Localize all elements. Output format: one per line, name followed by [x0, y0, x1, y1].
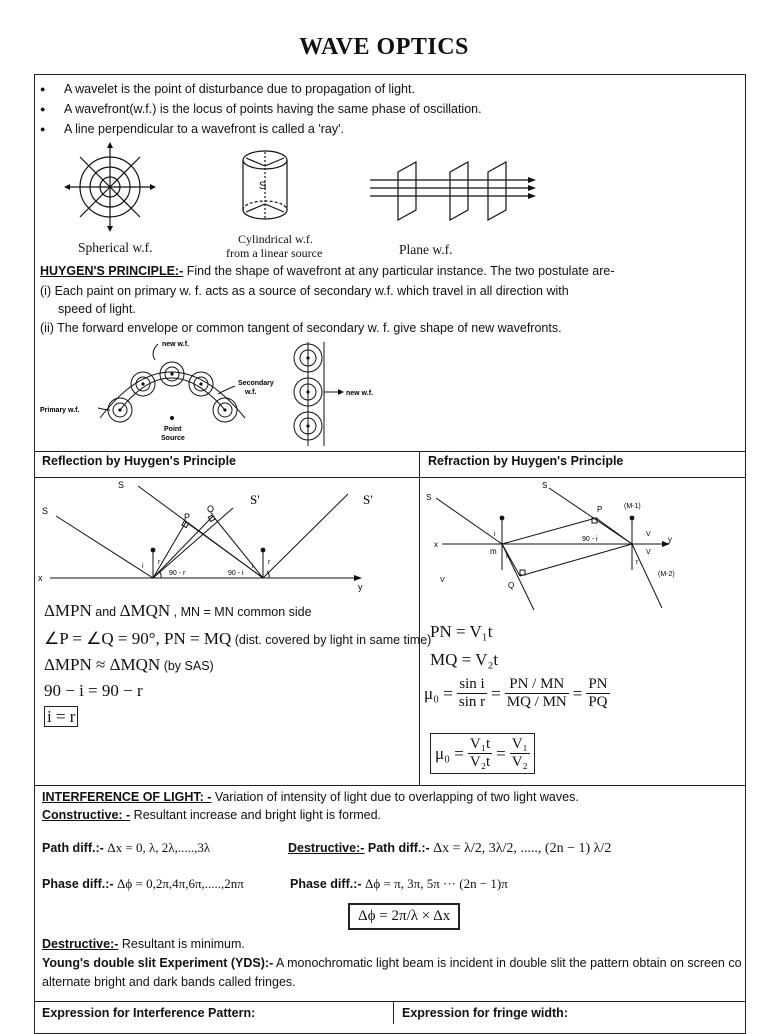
angle-r-label: r [636, 559, 639, 566]
denominator: V₂t [469, 754, 491, 770]
divider [34, 1001, 746, 1002]
cylindrical-label-1: Cylindrical w.f. [238, 232, 313, 246]
divider [34, 477, 746, 478]
huygens-intro-text: Find the shape of wavefront at any particular instance. The two postulate are- [183, 264, 615, 278]
mu-symbol: μ₀ = [424, 683, 453, 703]
huygens-heading: HUYGEN'S PRINCIPLE:- [40, 264, 184, 278]
constructive-heading: Constructive: - [42, 808, 131, 822]
primary-label: Primary w.f. [40, 407, 80, 414]
page-title: WAVE OPTICS [299, 34, 469, 60]
reflection-line-1 [44, 601, 312, 621]
destructive-result-line [42, 936, 245, 952]
destructive-heading: Destructive:- [42, 937, 119, 951]
medium-1-label: (M-1) [624, 503, 641, 510]
refraction-figure [424, 480, 724, 620]
numerator: V₁ [511, 736, 528, 752]
result-box: i = r [44, 706, 78, 727]
list-item: ● A wavelet is the point of disturbance due to propagation of light. [40, 79, 482, 99]
point-source-label-2: Source [161, 435, 185, 442]
eq-text: , MN = MN common side [170, 605, 312, 619]
x-axis-label: x [434, 540, 438, 549]
point-q-label: Q [207, 504, 215, 514]
reflection-line-4: 90 − i = 90 − r [44, 681, 143, 700]
y-axis-label: y [668, 535, 672, 544]
medium-2-label: (M-2) [658, 571, 675, 578]
numerator: sin i [457, 676, 487, 694]
phase-diff-label: Phase diff.:- [290, 877, 362, 891]
v1-label: V [646, 531, 651, 538]
phase-path-relation-box: Δϕ = 2π/λ × Δx [348, 903, 460, 930]
numerator: V₁t [469, 736, 491, 752]
fraction [505, 676, 569, 711]
eq-text: and [91, 605, 120, 619]
destructive-phase-diff [290, 876, 508, 892]
denominator: V₂ [511, 754, 528, 770]
destructive-text: Resultant is minimum. [118, 937, 245, 951]
eq-text: ∠P = ∠Q = 90°, PN = MQ [44, 629, 232, 648]
point-q-label: Q [508, 581, 515, 590]
angle-r-label: r [268, 559, 271, 566]
source-label: S [259, 180, 267, 192]
s1-label: S [426, 493, 432, 502]
reflection-line-2 [44, 629, 431, 649]
constructive-phase-diff [42, 876, 244, 892]
constructive-path-diff [42, 840, 210, 856]
reflection-line-3 [44, 655, 214, 675]
eq-text: (by SAS) [160, 659, 214, 673]
yds-heading: Young's double slit Experiment (YDS):- [42, 956, 274, 970]
x-axis-label: x [38, 573, 43, 583]
huygens-postulate-1: (i) Each paint on primary w. f. acts as a source of secondary w.f. which travel in all direction with [40, 284, 569, 298]
s1-label: S [42, 506, 49, 516]
destructive-path-value: Δx = λ/2, 3λ/2, ....., (2n − 1) λ/2 [433, 841, 612, 856]
fraction [510, 736, 530, 771]
point-m-label: m [490, 547, 497, 556]
fraction [457, 676, 487, 711]
s1-prime-label: S' [250, 492, 260, 507]
equals-sign: = [491, 683, 501, 703]
huygens-plane-wavelet-figure [288, 340, 388, 448]
constructive-line [42, 807, 381, 823]
fraction [586, 676, 609, 711]
constructive-text: Resultant increase and bright light is formed. [130, 808, 382, 822]
yds-text: A monochromatic light beam is incident in double slit the pattern obtain on screen co [273, 956, 742, 970]
eq-text: (dist. covered by light in same time) [231, 633, 432, 647]
refraction-boxed-result [430, 733, 535, 774]
angle-90-i-label: 90 - i [228, 570, 244, 577]
huygens-postulate-2: (ii) The forward envelope or common tangent of secondary w. f. give shape of new wavefronts. [40, 321, 562, 335]
refraction-eq-1: PN = V₁t [430, 622, 493, 641]
refraction-eq-2: MQ = V₂t [430, 650, 499, 669]
angle-i-label: i [142, 563, 144, 570]
angle-90-r-label: 90 - r [169, 570, 186, 577]
divider [34, 785, 746, 786]
destructive-heading: Destructive:- [288, 841, 365, 855]
equals-sign: = [572, 683, 583, 703]
intro-bullets [40, 79, 482, 139]
plane-label: Plane w.f. [399, 242, 453, 257]
interference-heading: INTERFERENCE OF LIGHT: - [42, 790, 212, 804]
destructive-path-diff [288, 840, 611, 857]
reflection-result [44, 707, 78, 727]
reflection-figure [38, 480, 418, 590]
spherical-wavefront-figure [60, 140, 160, 240]
s2-prime-label: S' [363, 492, 373, 507]
huygens-intro [40, 263, 615, 279]
spherical-label: Spherical w.f. [78, 240, 153, 255]
eq-text: ΔMPN ≈ ΔMQN [44, 655, 161, 674]
denominator: PQ [588, 694, 608, 710]
angle-label: 90 - i [582, 536, 598, 543]
mu-symbol: μ₀ = [435, 743, 464, 763]
list-item: ● A line perpendicular to a wavefront is called a 'ray'. [40, 119, 482, 139]
path-diff-value: Δx = 0, λ, 2λ,.....,3λ [107, 840, 211, 855]
cylindrical-wavefront-figure [230, 146, 300, 236]
path-diff-label: Path diff.:- [42, 841, 104, 855]
y-axis-label: y [358, 582, 363, 592]
refraction-heading: Refraction by Huygen's Principle [428, 454, 624, 468]
yds-line [42, 955, 742, 971]
s2-label: S [118, 480, 125, 490]
secondary-label: Secondary [238, 380, 274, 387]
angle-i-label: i [252, 563, 254, 570]
angle-r-label: r [158, 559, 161, 566]
interference-intro-text: Variation of intensity of light due to overlapping of two light waves. [211, 790, 579, 804]
footer-right-heading: Expression for fringe width: [402, 1006, 568, 1020]
huygens-secondary-wavelet-figure [40, 338, 280, 448]
plane-wavefront-figure [370, 158, 540, 228]
point-source-label: Point [164, 426, 182, 433]
reflection-heading: Reflection by Huygen's Principle [42, 454, 236, 468]
numerator: PN [588, 676, 608, 692]
column-divider [393, 1001, 394, 1024]
point-p-label: P [184, 512, 191, 522]
cylindrical-label-2: from a linear source [226, 246, 323, 260]
list-item: ● A wavefront(w.f.) is the locus of points having the same phase of oscillation. [40, 99, 482, 119]
phase-diff-value: Δϕ = π, 3π, 5π ··· (2n − 1)π [365, 876, 508, 891]
eq-text: ΔMQN [119, 601, 171, 620]
s2-label: S [542, 481, 548, 490]
phase-diff-label: Phase diff.:- [42, 877, 114, 891]
refraction-mu-equation [424, 676, 610, 711]
yds-line-2: alternate bright and dark bands called fringes. [42, 975, 296, 989]
eq-text: ΔMPN [44, 601, 92, 620]
v2-label: V [646, 549, 651, 556]
interference-intro [42, 789, 579, 805]
fraction [468, 736, 492, 771]
angle-r-label: r [506, 553, 509, 560]
equals-sign: = [496, 743, 506, 763]
divider [34, 451, 746, 452]
denominator: sin r [458, 694, 486, 710]
v-label: V [440, 577, 445, 584]
footer-left-heading: Expression for Interference Pattern: [42, 1006, 256, 1020]
numerator: PN / MN [505, 676, 569, 694]
huygens-postulate-1-cont: speed of light. [58, 302, 136, 316]
denominator: MQ / MN [506, 694, 567, 710]
secondary-label-2: w.f. [245, 389, 257, 396]
column-divider [419, 451, 420, 785]
point-p-label: P [597, 505, 603, 514]
angle-i-label: i [494, 531, 496, 538]
destructive-path-label: Path diff.:- [364, 841, 430, 855]
new-wf-label: new w.f. [162, 341, 189, 348]
new-wf-right-label: new w.f. [346, 390, 373, 397]
phase-diff-value: Δϕ = 0,2π,4π,6π,.....,2nπ [117, 876, 244, 891]
